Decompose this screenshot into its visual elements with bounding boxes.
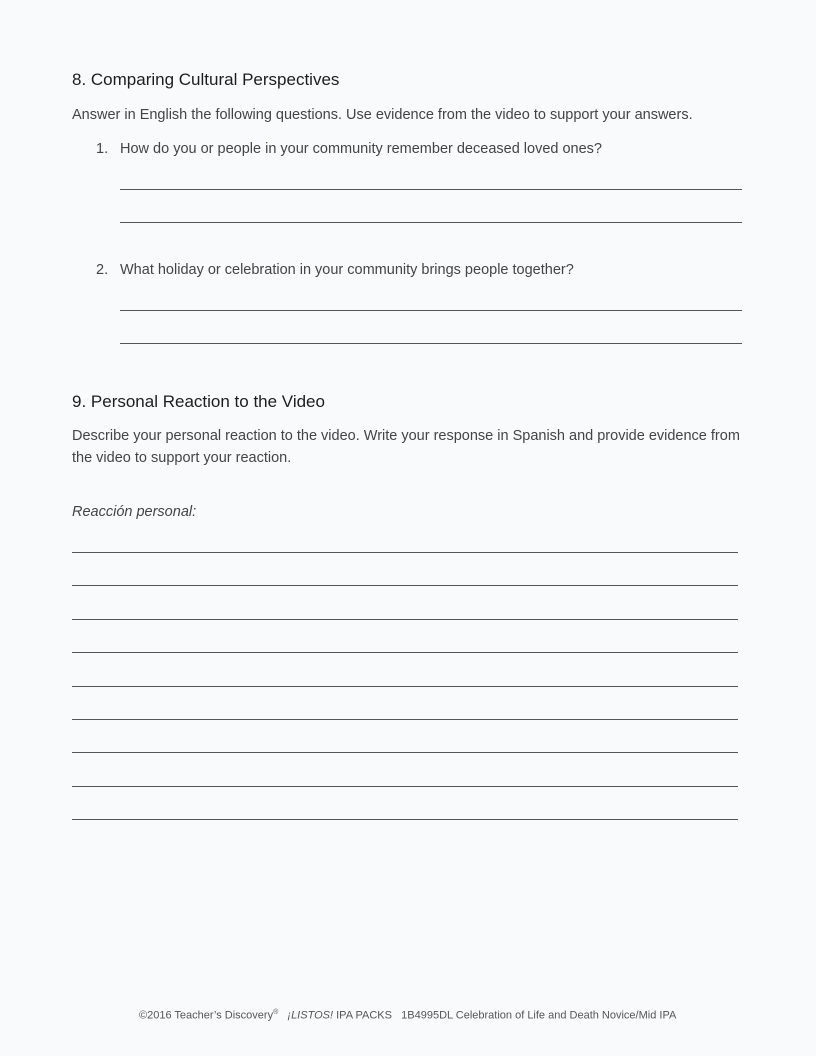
question-2-number: 2. — [96, 262, 109, 278]
reaction-line[interactable] — [72, 819, 738, 820]
reaction-line[interactable] — [72, 786, 738, 787]
section-9-title: 9. Personal Reaction to the Video — [72, 392, 325, 411]
footer-reg: ® — [273, 1009, 279, 1016]
question-2-text: What holiday or celebration in your community brings people together? — [120, 262, 574, 278]
reaction-label: Reacción personal: — [72, 504, 197, 520]
reaction-line[interactable] — [72, 686, 738, 687]
reaction-line[interactable] — [72, 652, 738, 653]
reaction-line[interactable] — [72, 752, 738, 753]
answer-line[interactable] — [120, 310, 742, 311]
reaction-line[interactable] — [72, 619, 738, 620]
reaction-line[interactable] — [72, 719, 738, 720]
question-1-text: How do you or people in your community remember deceased loved ones? — [120, 141, 602, 157]
answer-line[interactable] — [120, 189, 742, 190]
question-1-number: 1. — [96, 141, 109, 157]
answer-line[interactable] — [120, 222, 742, 223]
section-8-instructions: Answer in English the following questions. Use evidence from the video to support your answers. — [72, 107, 693, 123]
section-8-title: 8. Comparing Cultural Perspectives — [72, 70, 340, 89]
footer-brand: ¡LISTOS! — [287, 1009, 334, 1022]
reaction-line[interactable] — [72, 552, 738, 553]
footer-product: 1B4995DL Celebration of Life and Death Novice/Mid IPA — [401, 1009, 677, 1022]
footer — [139, 1009, 676, 1022]
answer-line[interactable] — [120, 343, 742, 344]
footer-copyright: ©2016 Teacher’s Discovery — [139, 1009, 274, 1022]
section-9-instructions: Describe your personal reaction to the video. Write your response in Spanish and provide evidence from the video to support your reaction. — [72, 428, 740, 466]
reaction-line[interactable] — [72, 585, 738, 586]
footer-packs: IPA PACKS — [336, 1009, 392, 1022]
